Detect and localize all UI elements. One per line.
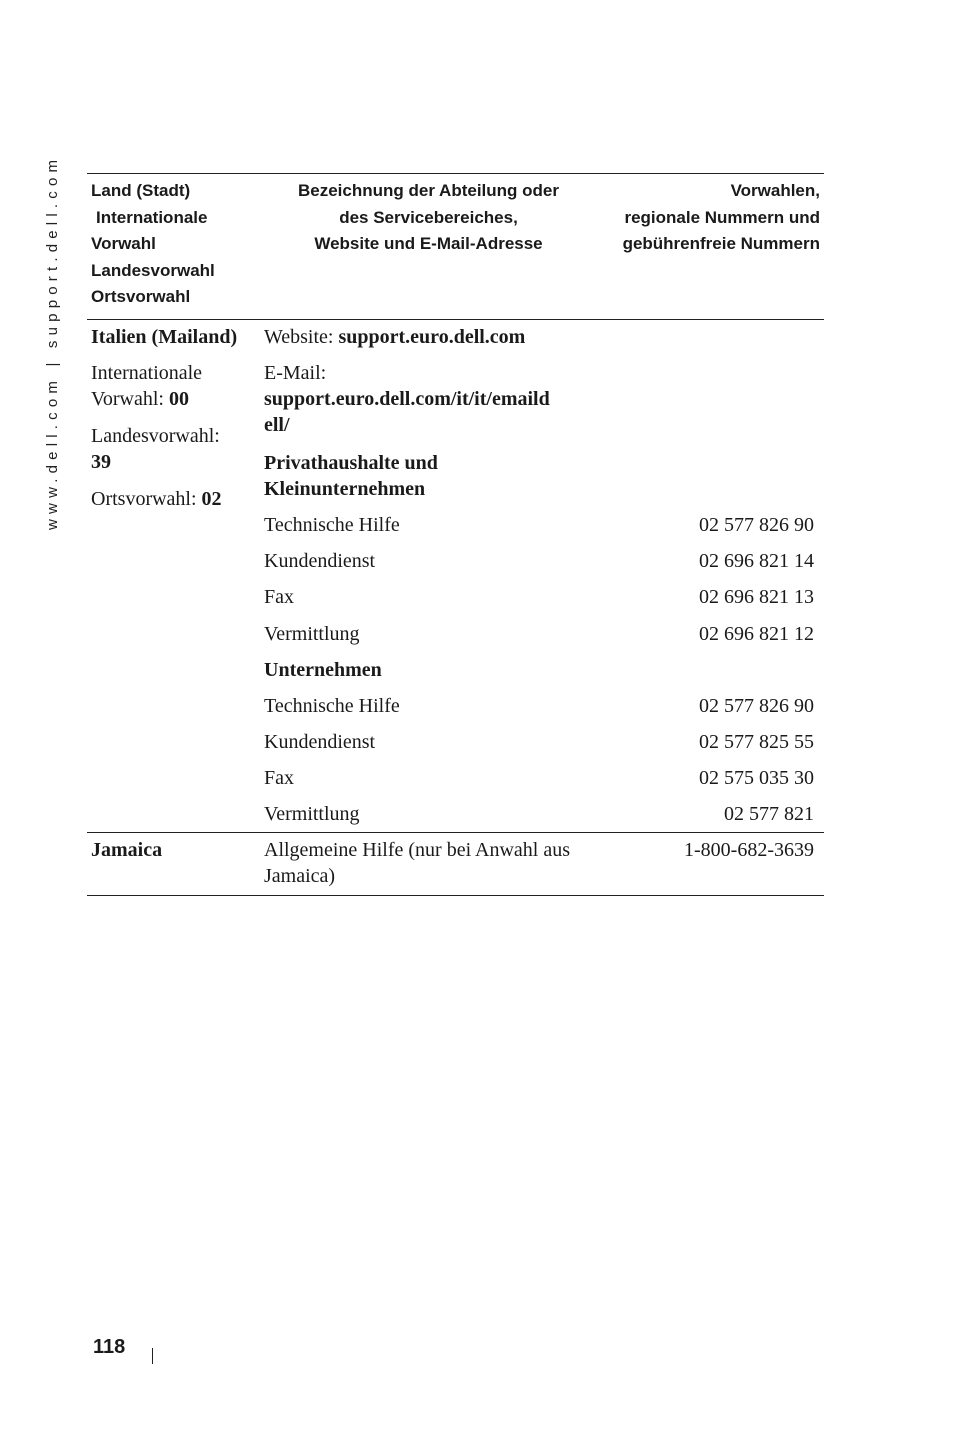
service-label: Fax (264, 766, 294, 789)
phone-number: 02 696 821 12 (699, 622, 814, 645)
phone-number: 02 577 821 (724, 802, 814, 825)
country-name: Jamaica (91, 838, 163, 861)
website: Website: support.euro.dell.com (264, 325, 526, 348)
header-country: Land (Stadt) Internationale Vorwahl Landesvorwahl Ortsvorwahl (91, 181, 215, 306)
section-heading-private: Privathaushalte und Kleinunternehmen (264, 451, 438, 500)
phone-number: 1-800-682-3639 (684, 838, 814, 861)
service-label: Kundendienst (264, 730, 376, 753)
email-label: E-Mail: (264, 361, 327, 384)
footer-divider (152, 1348, 153, 1364)
page-number: 118 (93, 1336, 126, 1358)
phone-number: 02 577 826 90 (699, 513, 814, 536)
phone-number: 02 577 826 90 (699, 694, 814, 717)
header-department: Bezeichnung der Abteilung oder des Servicebereiches, Website und E-Mail-Adresse (298, 181, 559, 253)
service-label: Fax (264, 585, 294, 608)
service-label: Vermittlung (264, 802, 360, 825)
header-numbers: Vorwahlen, regionale Nummern und gebührenfreie Nummern (622, 181, 820, 253)
service-label: Vermittlung (264, 622, 360, 645)
table-header (87, 173, 824, 320)
intl-code: Internationale Vorwahl: 00 (91, 361, 203, 410)
phone-number: 02 696 821 13 (699, 585, 814, 608)
service-label: Technische Hilfe (264, 694, 400, 717)
phone-number: 02 696 821 14 (699, 549, 814, 572)
table-row-jamaica (87, 833, 824, 896)
service-label: Allgemeine Hilfe (nur bei Anwahl aus Jamaica) (264, 838, 571, 887)
side-url: www.dell.com | support.dell.com (44, 154, 61, 530)
contact-table (87, 173, 824, 896)
phone-number: 02 577 825 55 (699, 730, 814, 753)
country-code: Landesvorwahl: 39 (91, 424, 220, 473)
phone-number: 02 575 035 30 (699, 766, 814, 789)
service-label: Technische Hilfe (264, 513, 400, 536)
service-label: Kundendienst (264, 549, 376, 572)
email-value: support.euro.dell.com/it/it/emaild ell/ (264, 387, 550, 436)
country-name: Italien (Mailand) (91, 325, 238, 348)
city-code: Ortsvorwahl: 02 (91, 487, 222, 510)
section-heading-business: Unternehmen (264, 658, 382, 681)
table-row-italy (87, 320, 824, 833)
